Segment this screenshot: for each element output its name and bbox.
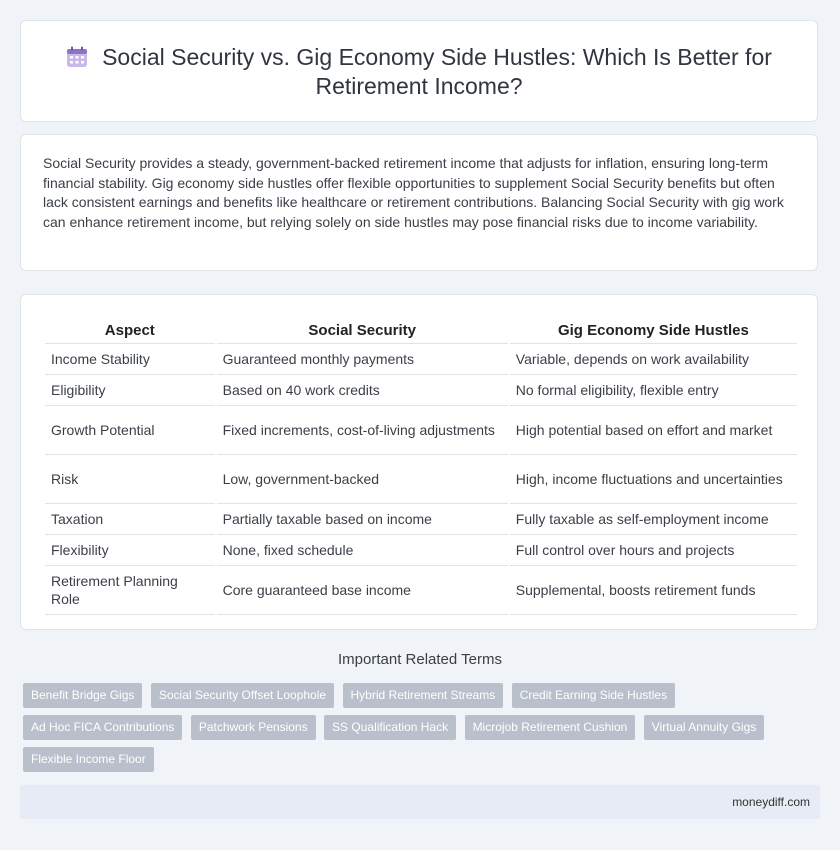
table-cell: Based on 40 work credits	[217, 375, 508, 406]
related-term-tag[interactable]: SS Qualification Hack	[324, 715, 456, 740]
header-aspect: Aspect	[45, 311, 215, 344]
intro-paragraph: Social Security provides a steady, government-backed retirement income that adjusts for inflation, ensuring long-term financial stability. Gig economy side hustles offer flexible opportunities to supplement Social Security benefits but often lack consistent earnings and benefits like healthcare or retirement contributions. Balancing Social Security with gig work can enhance retirement income, but relying solely on side hustles may pose financial risks due to income variability.	[43, 155, 784, 230]
comparison-table	[43, 311, 799, 615]
table-cell: Risk	[45, 455, 215, 504]
related-term-tag[interactable]: Patchwork Pensions	[191, 715, 316, 740]
table-row	[45, 455, 797, 504]
related-term-tag[interactable]: Ad Hoc FICA Contributions	[23, 715, 182, 740]
table-cell: Fixed increments, cost-of-living adjustments	[217, 406, 508, 455]
table-cell: Full control over hours and projects	[510, 535, 797, 566]
related-term-tag[interactable]: Benefit Bridge Gigs	[23, 683, 142, 708]
table-cell: Taxation	[45, 504, 215, 535]
table-cell: High, income fluctuations and uncertainties	[510, 455, 797, 504]
calendar-icon	[66, 46, 88, 68]
header-social-security: Social Security	[217, 311, 508, 344]
table-cell: Supplemental, boosts retirement funds	[510, 566, 797, 615]
intro-card	[20, 134, 818, 271]
footer-site-link[interactable]: moneydiff.com	[732, 795, 810, 809]
table-cell: Eligibility	[45, 375, 215, 406]
table-row	[45, 566, 797, 615]
table-cell: Retirement Planning Role	[45, 566, 215, 615]
related-term-tag[interactable]: Hybrid Retirement Streams	[343, 683, 504, 708]
comparison-card	[20, 294, 818, 630]
table-row	[45, 406, 797, 455]
table-cell: Core guaranteed base income	[217, 566, 508, 615]
table-cell: High potential based on effort and market	[510, 406, 797, 455]
related-term-tag[interactable]: Social Security Offset Loophole	[151, 683, 334, 708]
page-title	[21, 43, 817, 101]
table-row	[45, 504, 797, 535]
table-cell: Variable, depends on work availability	[510, 344, 797, 375]
table-cell: None, fixed schedule	[217, 535, 508, 566]
related-term-tag[interactable]: Flexible Income Floor	[23, 747, 154, 772]
table-row	[45, 344, 797, 375]
related-term-tag[interactable]: Credit Earning Side Hustles	[512, 683, 675, 708]
table-row	[45, 535, 797, 566]
table-cell: Low, government-backed	[217, 455, 508, 504]
title-card	[20, 20, 818, 122]
table-header-row	[45, 311, 797, 344]
footer	[20, 785, 820, 819]
table-cell: Flexibility	[45, 535, 215, 566]
table-cell: Guaranteed monthly payments	[217, 344, 508, 375]
related-terms-list	[23, 683, 813, 779]
related-term-tag[interactable]: Microjob Retirement Cushion	[465, 715, 636, 740]
table-cell: Income Stability	[45, 344, 215, 375]
table-cell: No formal eligibility, flexible entry	[510, 375, 797, 406]
table-cell: Growth Potential	[45, 406, 215, 455]
header-gig-economy: Gig Economy Side Hustles	[510, 311, 797, 344]
table-row	[45, 375, 797, 406]
related-term-tag[interactable]: Virtual Annuity Gigs	[644, 715, 765, 740]
table-cell: Fully taxable as self-employment income	[510, 504, 797, 535]
table-cell: Partially taxable based on income	[217, 504, 508, 535]
related-terms-title: Important Related Terms	[338, 651, 502, 668]
page-title-text: Social Security vs. Gig Economy Side Hustles: Which Is Better for Retirement Income?	[102, 44, 772, 99]
